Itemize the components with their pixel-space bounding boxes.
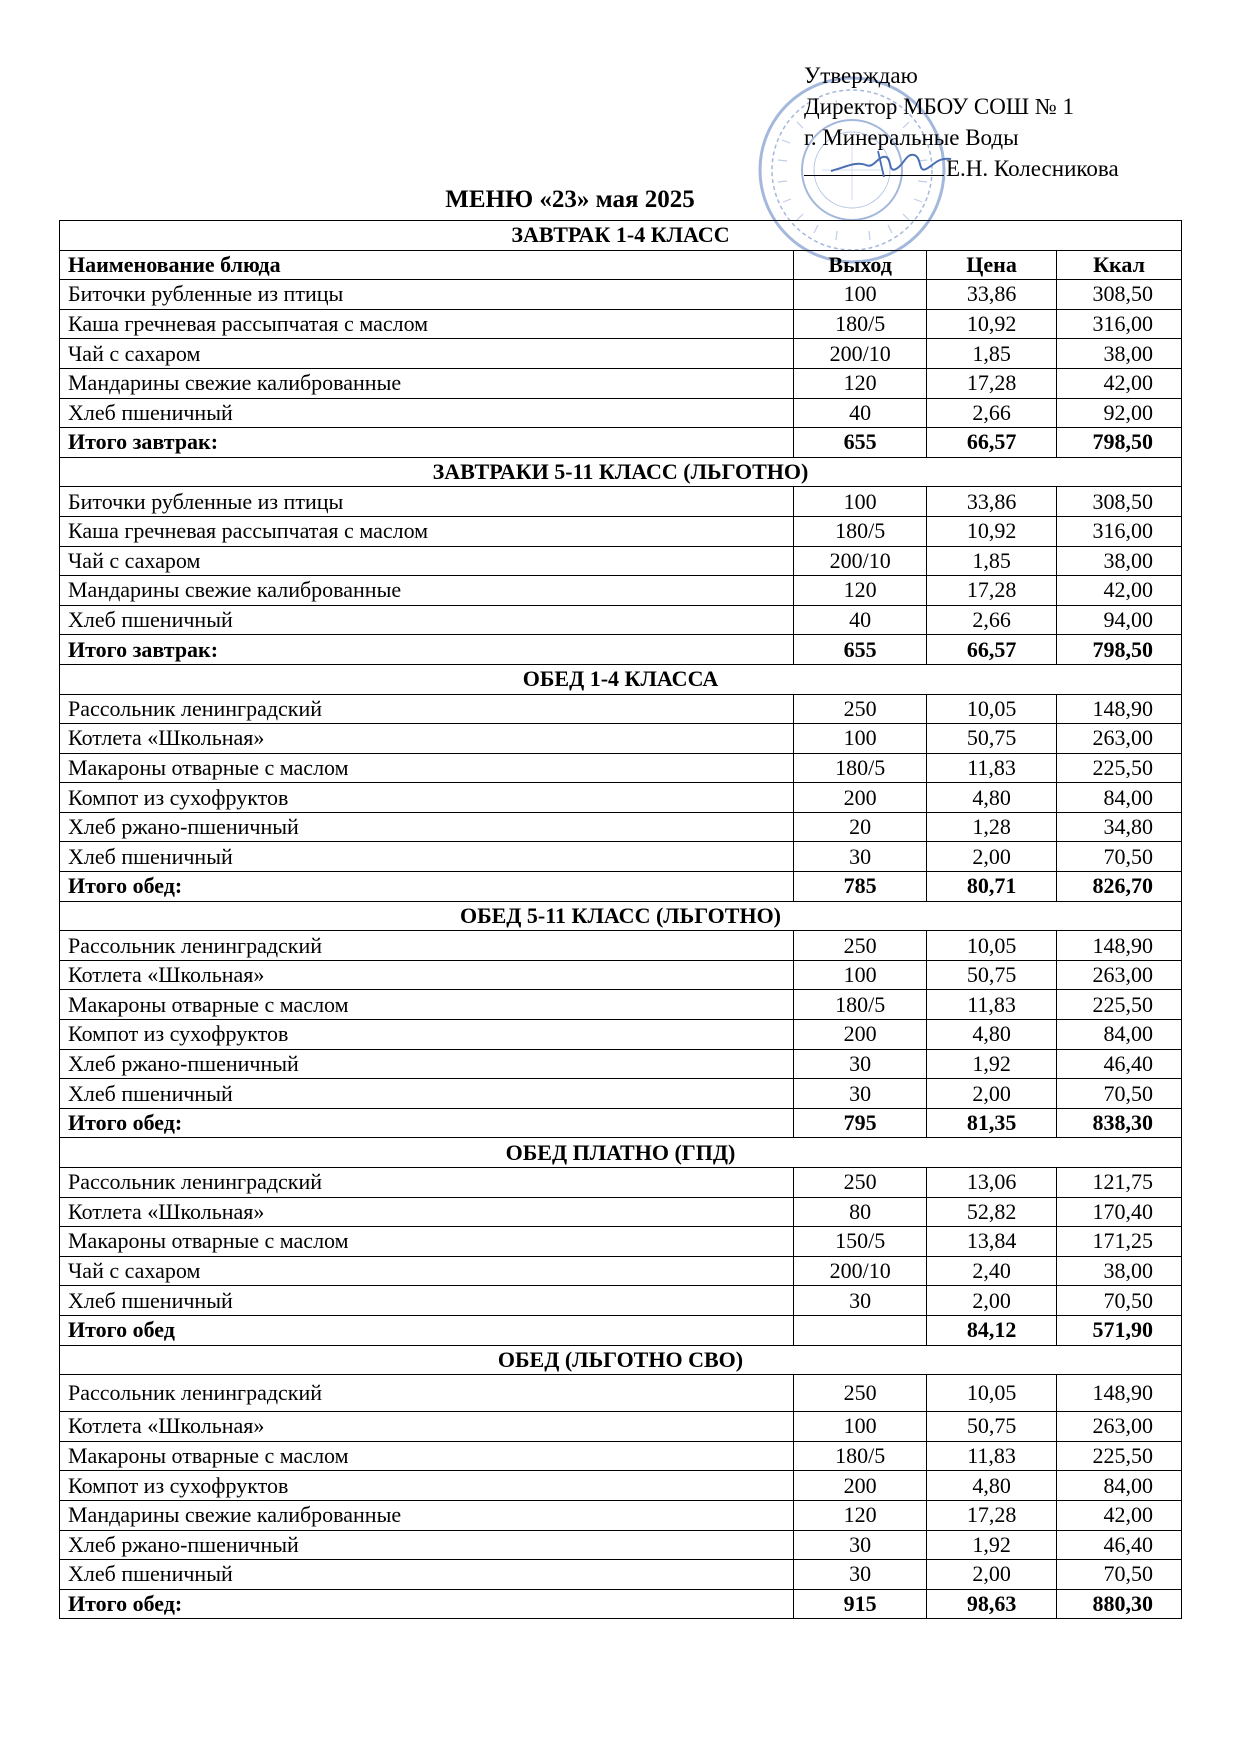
table-row	[60, 487, 1182, 517]
table-row	[60, 1227, 1182, 1257]
dish-name: Хлеб пшеничный	[60, 1079, 794, 1109]
dish-name: Хлеб пшеничный	[60, 842, 794, 872]
table-row	[60, 812, 1182, 842]
dish-kcal: 42,00	[1057, 368, 1182, 398]
dish-kcal: 263,00	[1057, 960, 1182, 990]
table-row	[60, 309, 1182, 339]
dish-kcal: 308,50	[1057, 280, 1182, 310]
total-price: 66,57	[927, 428, 1057, 458]
dish-kcal: 148,90	[1057, 694, 1182, 724]
table-row	[60, 398, 1182, 428]
dish-price: 1,92	[927, 1530, 1057, 1560]
approval-line: Утверждаю	[804, 63, 918, 88]
dish-output: 100	[794, 280, 927, 310]
menu-table-body	[60, 221, 1182, 1619]
dish-name: Чай с сахаром	[60, 339, 794, 369]
dish-output: 30	[794, 1079, 927, 1109]
total-kcal: 798,50	[1057, 635, 1182, 665]
dish-kcal: 225,50	[1057, 753, 1182, 783]
table-row	[60, 1049, 1182, 1079]
dish-output: 30	[794, 842, 927, 872]
dish-name: Чай с сахаром	[60, 1256, 794, 1286]
table-row	[60, 1412, 1182, 1442]
dish-price: 11,83	[927, 990, 1057, 1020]
dish-price: 4,80	[927, 1020, 1057, 1050]
signer-name: Е.Н. Колесникова	[946, 156, 1119, 181]
total-row	[60, 428, 1182, 458]
dish-name: Хлеб пшеничный	[60, 1286, 794, 1316]
total-output: 915	[794, 1589, 927, 1619]
table-row	[60, 1197, 1182, 1227]
dish-output: 180/5	[794, 990, 927, 1020]
dish-kcal: 148,90	[1057, 931, 1182, 961]
dish-price: 10,92	[927, 516, 1057, 546]
table-row	[60, 931, 1182, 961]
total-kcal: 838,30	[1057, 1108, 1182, 1138]
total-label: Итого обед	[60, 1315, 794, 1345]
dish-name: Хлеб пшеничный	[60, 1560, 794, 1590]
table-row	[60, 280, 1182, 310]
total-output	[794, 1315, 927, 1345]
dish-kcal: 316,00	[1057, 309, 1182, 339]
dish-output: 30	[794, 1049, 927, 1079]
dish-price: 17,28	[927, 1500, 1057, 1530]
total-label: Итого обед:	[60, 1589, 794, 1619]
dish-price: 1,85	[927, 339, 1057, 369]
total-price: 80,71	[927, 872, 1057, 902]
menu-table	[59, 220, 1182, 1619]
dish-price: 33,86	[927, 280, 1057, 310]
table-row	[60, 990, 1182, 1020]
dish-name: Мандарины свежие калиброванные	[60, 576, 794, 606]
total-price: 81,35	[927, 1108, 1057, 1138]
dish-kcal: 84,00	[1057, 1471, 1182, 1501]
dish-kcal: 34,80	[1057, 812, 1182, 842]
dish-name: Биточки рубленные из птицы	[60, 280, 794, 310]
dish-price: 50,75	[927, 960, 1057, 990]
dish-price: 2,00	[927, 1560, 1057, 1590]
dish-kcal: 38,00	[1057, 546, 1182, 576]
approval-position: Директор МБОУ СОШ № 1	[804, 94, 1075, 119]
dish-kcal: 38,00	[1057, 339, 1182, 369]
approval-city: г. Минеральные Воды	[804, 125, 1019, 150]
dish-name: Мандарины свежие калиброванные	[60, 368, 794, 398]
total-row	[60, 635, 1182, 665]
dish-output: 100	[794, 1412, 927, 1442]
table-row	[60, 753, 1182, 783]
table-row	[60, 605, 1182, 635]
dish-output: 250	[794, 931, 927, 961]
dish-name: Макароны отварные с маслом	[60, 1441, 794, 1471]
table-row	[60, 960, 1182, 990]
dish-price: 1,92	[927, 1049, 1057, 1079]
dish-name: Хлеб ржано-пшеничный	[60, 1530, 794, 1560]
section-title-row	[60, 457, 1182, 487]
section-title-row	[60, 1345, 1182, 1375]
dish-name: Рассольник ленинградский	[60, 694, 794, 724]
dish-price: 13,06	[927, 1168, 1057, 1198]
total-label: Итого завтрак:	[60, 428, 794, 458]
dish-price: 1,85	[927, 546, 1057, 576]
dish-output: 200/10	[794, 339, 927, 369]
dish-kcal: 46,40	[1057, 1530, 1182, 1560]
dish-output: 30	[794, 1560, 927, 1590]
dish-kcal: 70,50	[1057, 1286, 1182, 1316]
total-price: 98,63	[927, 1589, 1057, 1619]
table-row	[60, 1168, 1182, 1198]
approval-block	[804, 60, 1119, 184]
table-row	[60, 576, 1182, 606]
total-output: 795	[794, 1108, 927, 1138]
dish-price: 33,86	[927, 487, 1057, 517]
dish-name: Рассольник ленинградский	[60, 1168, 794, 1198]
dish-price: 10,05	[927, 694, 1057, 724]
dish-name: Рассольник ленинградский	[60, 1375, 794, 1412]
dish-price: 4,80	[927, 783, 1057, 813]
dish-name: Макароны отварные с маслом	[60, 753, 794, 783]
dish-price: 2,00	[927, 842, 1057, 872]
dish-kcal: 316,00	[1057, 516, 1182, 546]
dish-output: 200/10	[794, 1256, 927, 1286]
dish-name: Мандарины свежие калиброванные	[60, 1500, 794, 1530]
dish-kcal: 84,00	[1057, 783, 1182, 813]
dish-kcal: 94,00	[1057, 605, 1182, 635]
total-output: 785	[794, 872, 927, 902]
column-header-output: Выход	[794, 250, 927, 280]
total-row	[60, 872, 1182, 902]
dish-price: 2,66	[927, 398, 1057, 428]
total-row	[60, 1108, 1182, 1138]
dish-output: 200/10	[794, 546, 927, 576]
total-kcal: 826,70	[1057, 872, 1182, 902]
dish-output: 250	[794, 1168, 927, 1198]
section-title: ЗАВТРАКИ 5-11 КЛАСС (ЛЬГОТНО)	[60, 457, 1182, 487]
total-row	[60, 1315, 1182, 1345]
dish-kcal: 42,00	[1057, 576, 1182, 606]
table-row	[60, 842, 1182, 872]
dish-name: Хлеб пшеничный	[60, 398, 794, 428]
section-title: ЗАВТРАК 1-4 КЛАСС	[60, 221, 1182, 251]
dish-output: 20	[794, 812, 927, 842]
dish-price: 52,82	[927, 1197, 1057, 1227]
dish-name: Котлета «Школьная»	[60, 724, 794, 754]
table-row	[60, 1286, 1182, 1316]
dish-kcal: 263,00	[1057, 1412, 1182, 1442]
table-row	[60, 694, 1182, 724]
dish-price: 10,92	[927, 309, 1057, 339]
dish-output: 100	[794, 960, 927, 990]
dish-output: 250	[794, 694, 927, 724]
total-kcal: 880,30	[1057, 1589, 1182, 1619]
dish-price: 17,28	[927, 576, 1057, 606]
dish-kcal: 42,00	[1057, 1500, 1182, 1530]
dish-output: 120	[794, 368, 927, 398]
dish-output: 250	[794, 1375, 927, 1412]
dish-output: 30	[794, 1530, 927, 1560]
table-row	[60, 724, 1182, 754]
dish-name: Компот из сухофруктов	[60, 1471, 794, 1501]
dish-output: 200	[794, 783, 927, 813]
dish-output: 30	[794, 1286, 927, 1316]
table-row	[60, 546, 1182, 576]
dish-price: 2,66	[927, 605, 1057, 635]
table-row	[60, 368, 1182, 398]
dish-name: Рассольник ленинградский	[60, 931, 794, 961]
dish-name: Компот из сухофруктов	[60, 783, 794, 813]
dish-price: 2,00	[927, 1286, 1057, 1316]
section-title: ОБЕД (ЛЬГОТНО СВО)	[60, 1345, 1182, 1375]
dish-kcal: 70,50	[1057, 1079, 1182, 1109]
section-title-row	[60, 664, 1182, 694]
signature-line	[804, 153, 1119, 184]
table-row	[60, 1530, 1182, 1560]
dish-output: 120	[794, 1500, 927, 1530]
dish-output: 40	[794, 398, 927, 428]
table-row	[60, 1441, 1182, 1471]
total-price: 84,12	[927, 1315, 1057, 1345]
dish-kcal: 121,75	[1057, 1168, 1182, 1198]
dish-output: 180/5	[794, 309, 927, 339]
dish-kcal: 70,50	[1057, 842, 1182, 872]
dish-name: Хлеб ржано-пшеничный	[60, 1049, 794, 1079]
dish-kcal: 148,90	[1057, 1375, 1182, 1412]
column-header-name: Наименование блюда	[60, 250, 794, 280]
section-title-row	[60, 901, 1182, 931]
table-row	[60, 516, 1182, 546]
column-header-kcal: Ккал	[1057, 250, 1182, 280]
section-title: ОБЕД 5-11 КЛАСС (ЛЬГОТНО)	[60, 901, 1182, 931]
section-title-row	[60, 221, 1182, 251]
dish-kcal: 92,00	[1057, 398, 1182, 428]
dish-output: 150/5	[794, 1227, 927, 1257]
dish-kcal: 171,25	[1057, 1227, 1182, 1257]
dish-name: Макароны отварные с маслом	[60, 990, 794, 1020]
dish-name: Котлета «Школьная»	[60, 960, 794, 990]
dish-output: 180/5	[794, 516, 927, 546]
section-title: ОБЕД ПЛАТНО (ГПД)	[60, 1138, 1182, 1168]
dish-output: 40	[794, 605, 927, 635]
table-row	[60, 1560, 1182, 1590]
dish-price: 11,83	[927, 1441, 1057, 1471]
dish-name: Котлета «Школьная»	[60, 1412, 794, 1442]
dish-output: 180/5	[794, 753, 927, 783]
dish-output: 200	[794, 1020, 927, 1050]
dish-kcal: 38,00	[1057, 1256, 1182, 1286]
dish-kcal: 225,50	[1057, 1441, 1182, 1471]
dish-name: Чай с сахаром	[60, 546, 794, 576]
dish-price: 11,83	[927, 753, 1057, 783]
total-kcal: 571,90	[1057, 1315, 1182, 1345]
dish-price: 2,40	[927, 1256, 1057, 1286]
dish-kcal: 263,00	[1057, 724, 1182, 754]
dish-name: Компот из сухофруктов	[60, 1020, 794, 1050]
dish-name: Котлета «Школьная»	[60, 1197, 794, 1227]
dish-kcal: 46,40	[1057, 1049, 1182, 1079]
dish-output: 100	[794, 487, 927, 517]
section-title-row	[60, 1138, 1182, 1168]
dish-kcal: 308,50	[1057, 487, 1182, 517]
dish-price: 1,28	[927, 812, 1057, 842]
table-row	[60, 1079, 1182, 1109]
dish-name: Каша гречневая рассыпчатая с маслом	[60, 516, 794, 546]
dish-price: 13,84	[927, 1227, 1057, 1257]
column-header-price: Цена	[927, 250, 1057, 280]
dish-name: Биточки рубленные из птицы	[60, 487, 794, 517]
table-row	[60, 1020, 1182, 1050]
table-row	[60, 783, 1182, 813]
dish-kcal: 70,50	[1057, 1560, 1182, 1590]
section-title: ОБЕД 1-4 КЛАССА	[60, 664, 1182, 694]
total-output: 655	[794, 428, 927, 458]
total-label: Итого обед:	[60, 1108, 794, 1138]
total-output: 655	[794, 635, 927, 665]
total-label: Итого обед:	[60, 872, 794, 902]
dish-name: Хлеб пшеничный	[60, 605, 794, 635]
dish-price: 2,00	[927, 1079, 1057, 1109]
total-price: 66,57	[927, 635, 1057, 665]
dish-price: 10,05	[927, 1375, 1057, 1412]
dish-price: 17,28	[927, 368, 1057, 398]
dish-name: Каша гречневая рассыпчатая с маслом	[60, 309, 794, 339]
dish-price: 4,80	[927, 1471, 1057, 1501]
dish-name: Хлеб ржано-пшеничный	[60, 812, 794, 842]
dish-price: 50,75	[927, 1412, 1057, 1442]
signature-blank	[804, 175, 944, 176]
total-kcal: 798,50	[1057, 428, 1182, 458]
total-row	[60, 1589, 1182, 1619]
dish-kcal: 170,40	[1057, 1197, 1182, 1227]
dish-name: Макароны отварные с маслом	[60, 1227, 794, 1257]
dish-output: 180/5	[794, 1441, 927, 1471]
dish-kcal: 225,50	[1057, 990, 1182, 1020]
dish-output: 120	[794, 576, 927, 606]
dish-kcal: 84,00	[1057, 1020, 1182, 1050]
table-row	[60, 1500, 1182, 1530]
dish-output: 100	[794, 724, 927, 754]
table-row	[60, 1256, 1182, 1286]
dish-output: 80	[794, 1197, 927, 1227]
table-row	[60, 339, 1182, 369]
total-label: Итого завтрак:	[60, 635, 794, 665]
table-row	[60, 1375, 1182, 1412]
dish-output: 200	[794, 1471, 927, 1501]
page-title: МЕНЮ «23» мая 2025	[445, 186, 695, 213]
dish-price: 50,75	[927, 724, 1057, 754]
table-row	[60, 1471, 1182, 1501]
dish-price: 10,05	[927, 931, 1057, 961]
table-header-row	[60, 250, 1182, 280]
